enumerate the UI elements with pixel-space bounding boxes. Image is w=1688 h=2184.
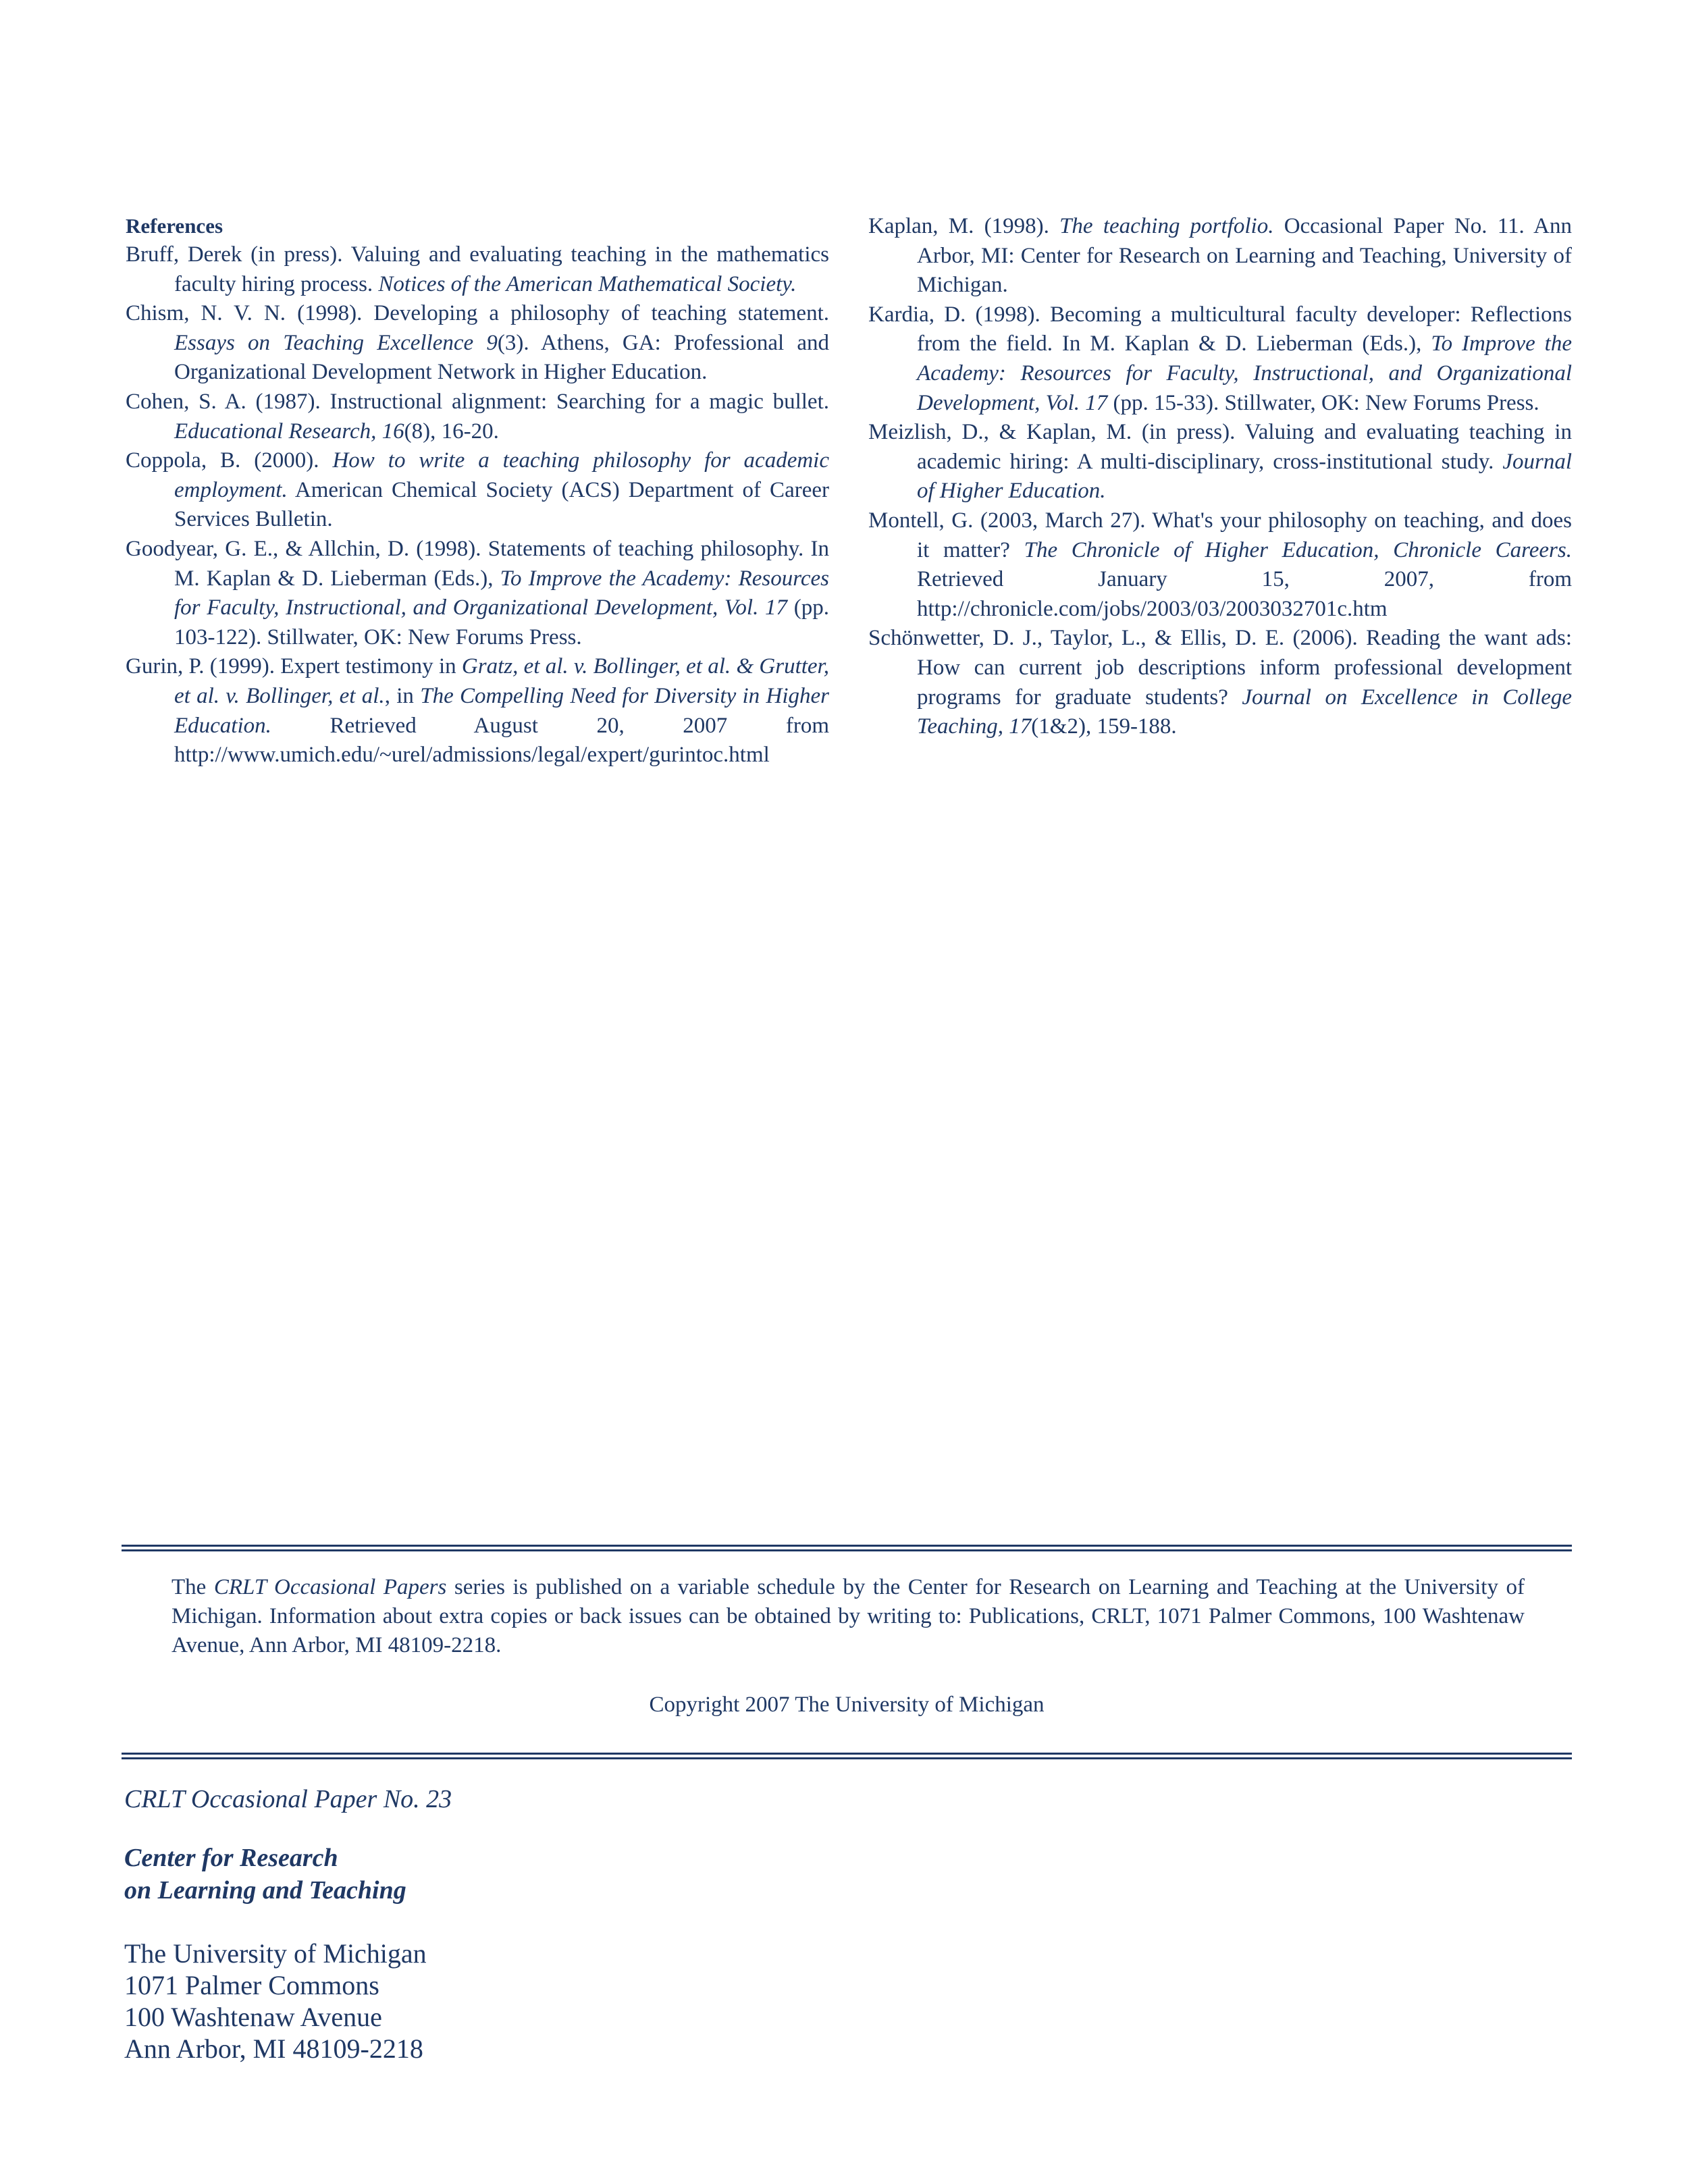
notice-body: series is published on a variable schedule by the Center for Research on Learning and Teaching at the University of Michigan. Information about extra copies or back issues can be obtained by writing to: Publications, CRLT, 1071 Palmer Commons, 100 Washtenaw Avenue, Ann Arbor, MI 48109-2218. (172, 1575, 1525, 1657)
reference-title: The teaching portfolio. (1059, 214, 1274, 238)
reference-text: (pp. 103-122). Stillwater, OK: New Forums Press. (174, 595, 829, 649)
reference-text: Gurin, P. (1999). Expert testimony in (126, 654, 462, 679)
reference-entry-cohen (126, 388, 829, 446)
reference-text: , in (384, 683, 421, 708)
reference-entry-bruff (126, 240, 829, 299)
footer-block (124, 1782, 934, 2065)
reference-entry-kaplan (868, 212, 1572, 300)
reference-text: Bruff, Derek (in press). Valuing and evaluating teaching in the mathematics faculty hiring process. (126, 242, 829, 296)
reference-title: Educational Research, 16 (174, 419, 404, 444)
reference-entry-meizlish (868, 418, 1572, 506)
reference-title: Gratz, et al. v. Bollinger, et al. & Grutter, et al. v. Bollinger, et al. (174, 654, 829, 708)
reference-text: Retrieved January 15, 2007, from (917, 567, 1572, 592)
reference-title: The Compelling Need for Diversity in Higher Education. (174, 683, 829, 738)
reference-text: (8), 16-20. (404, 419, 499, 444)
reference-text: Retrieved August 20, 2007 from (271, 713, 829, 738)
references-heading: References (126, 214, 223, 238)
address-line: 100 Washtenaw Avenue (124, 2002, 382, 2032)
reference-text: (pp. 15-33). Stillwater, OK: New Forums Press. (1107, 390, 1539, 415)
bottom-double-rule (122, 1753, 1572, 1759)
reference-entry-schonwetter (868, 624, 1572, 741)
series-notice (172, 1573, 1525, 1660)
notice-prefix: The (172, 1575, 214, 1599)
references-left-column (126, 212, 829, 770)
references-list-right (868, 212, 1572, 742)
reference-text: Chism, N. V. N. (1998). Developing a philosophy of teaching statement. (126, 301, 829, 326)
reference-entry-chism (126, 299, 829, 388)
reference-entry-gurin (126, 652, 829, 770)
reference-text: (1&2), 159-188. (1031, 714, 1177, 739)
reference-title: Essays on Teaching Excellence 9 (174, 330, 498, 355)
reference-entry-kardia (868, 300, 1572, 418)
reference-text: Cohen, S. A. (1987). Instructional alignment: Searching for a magic bullet. (126, 389, 829, 414)
reference-title: How to write a teaching philosophy for academic employment. (174, 448, 829, 502)
address-line: 1071 Palmer Commons (124, 1970, 379, 2000)
reference-title: Journal on Excellence in College Teaching, 17 (917, 685, 1572, 739)
reference-url[interactable]: http://www.umich.edu/~urel/admissions/legal/expert/gurintoc.html (174, 743, 770, 768)
address-line: Ann Arbor, MI 48109-2218 (124, 2033, 423, 2064)
center-name (124, 1842, 934, 1907)
reference-text: Occasional Paper No. 11. Ann Arbor, MI: Center for Research on Learning and Teaching, University of Michigan. (917, 214, 1572, 298)
reference-title: The Chronicle of Higher Education, Chronicle Careers. (1024, 537, 1572, 562)
references-section (126, 212, 1572, 770)
reference-text: (3). Athens, GA: Professional and Organizational Development Network in Higher Education. (174, 330, 829, 385)
references-right-column (868, 212, 1572, 770)
address-line: The University of Michigan (124, 1938, 427, 1969)
reference-entry-goodyear (126, 535, 829, 652)
mailing-address (124, 1938, 934, 2065)
center-name-line-1: Center for Research (124, 1844, 338, 1872)
paper-number: CRLT Occasional Paper No. 23 (124, 1785, 452, 1813)
reference-text: Kaplan, M. (1998). (868, 214, 1060, 238)
center-name-line-2: on Learning and Teaching (124, 1876, 406, 1905)
reference-text: Goodyear, G. E., & Allchin, D. (1998). Statements of teaching philosophy. In M. Kaplan & D. Lieberman (Eds.), (126, 536, 829, 591)
series-title: CRLT Occasional Papers (213, 1575, 447, 1599)
reference-text: Kardia, D. (1998). Becoming a multicultural faculty developer: Reflections from the field. In M. Kaplan & D. Lieberman (Eds.), (868, 302, 1572, 356)
references-list-left (126, 240, 829, 770)
reference-title: Journal of Higher Education. (917, 449, 1572, 504)
reference-title: Notices of the American Mathematical Society. (378, 271, 797, 296)
top-double-rule (122, 1545, 1572, 1551)
reference-title: To Improve the Academy: Resources for Faculty, Instructional, and Organizational Development, Vol. 17 (917, 331, 1573, 415)
reference-entry-montell (868, 506, 1572, 624)
reference-text: Montell, G. (2003, March 27). What's your philosophy on teaching, and does it matter? (868, 508, 1572, 562)
reference-text: Schönwetter, D. J., Taylor, L., & Ellis, D. E. (2006). Reading the want ads: How can current job descriptions inform professional development programs for graduate students? (868, 626, 1572, 710)
reference-text: Meizlish, D., & Kaplan, M. (in press). Valuing and evaluating teaching in academic hiring: A multi-disciplinary, cross-institutional study. (868, 420, 1572, 474)
reference-title: To Improve the Academy: Resources for Faculty, Instructional, and Organizational Development, Vol. 17 (174, 566, 829, 620)
reference-text: Coppola, B. (2000). (126, 448, 333, 473)
reference-text: American Chemical Society (ACS) Department of Career Services Bulletin. (174, 477, 829, 532)
reference-entry-coppola (126, 446, 829, 535)
reference-url[interactable]: http://chronicle.com/jobs/2003/03/2003032701c.htm (917, 596, 1388, 621)
copyright-line: Copyright 2007 The University of Michigan (649, 1693, 1045, 1717)
